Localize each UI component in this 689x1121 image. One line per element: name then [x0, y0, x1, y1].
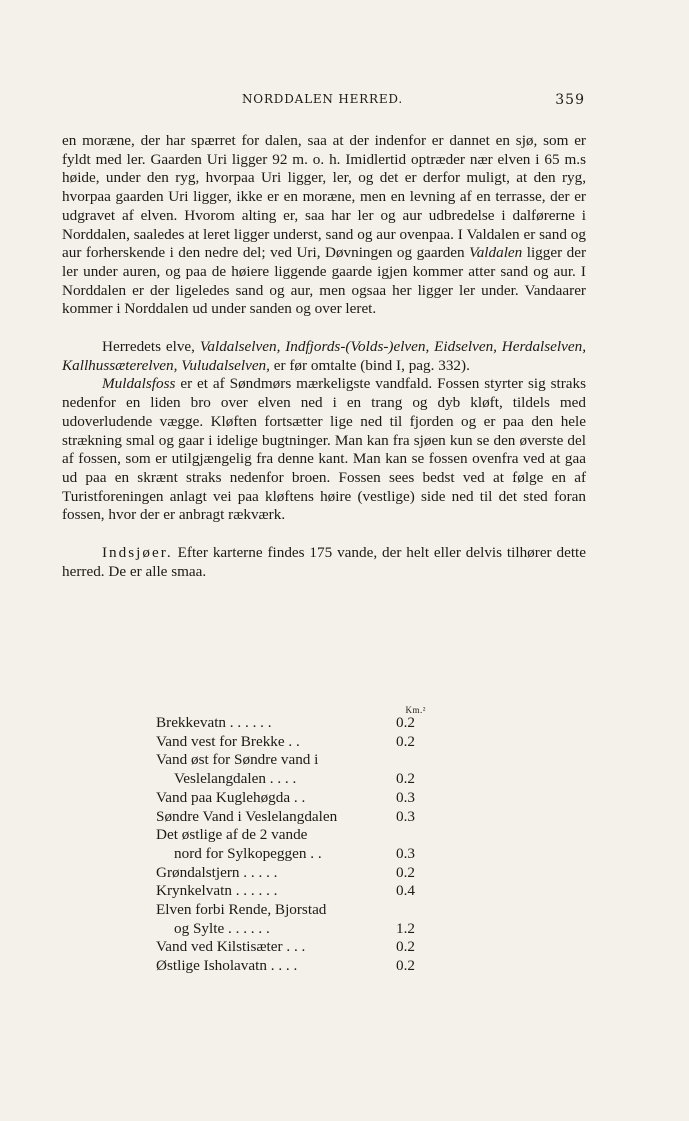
unit-label: Km.² — [405, 705, 426, 715]
table-row — [156, 770, 426, 789]
lakes-rows — [156, 706, 426, 976]
lake-area: 0.3 — [396, 844, 415, 862]
table-row — [156, 920, 426, 939]
table-row — [156, 957, 426, 976]
paragraph-lakes: Indsjøer. Efter karterne findes 175 vande, der helt eller delvis tilhører dette herred. De er alle smaa. — [62, 544, 586, 580]
lake-area: 0.4 — [396, 882, 415, 900]
lake-area: 0.2 — [396, 732, 415, 750]
lakes-table — [156, 706, 426, 976]
lake-name: Vand ved Kilstisæter . . . — [156, 938, 306, 956]
lake-name: Vand vest for Brekke . . — [156, 732, 300, 750]
lake-name: Grøndalstjern . . . . . — [156, 863, 278, 881]
lake-area: 0.2 — [396, 863, 415, 881]
lake-area: 1.2 — [396, 919, 415, 937]
table-row — [156, 864, 426, 883]
chapter-title: NORDDALEN HERRED. — [242, 92, 403, 106]
lake-name: Vand paa Kuglehøgda . . — [156, 788, 306, 806]
paragraph-waterfall: Muldalsfoss er et af Søndmørs mærkeligste vandfald. Fossen styrter sig straks nedenfor en liden bro over elven ned i en trang og dyb kløft, tildels med udoverludende vægge. Kløften fortsætter lige ned til fjorden og er paa den hele strækning smal og gaar i idelige bugtninger. Man kan fra sjøen kun se den øverste del af fossen, som er utilgjængelig fra denne kant. Man kan se fossen ovenfra ved at gaa ud paa en skrænt straks nedenfor broen. Fossen sees bedst ved at følge en af Turistforeningen anlagt vei paa kløftens høire (vestlige) side ned til det sted foran fossen, hvor der er anbragt rækværk. — [62, 375, 587, 524]
lake-name: nord for Sylkopeggen . . — [174, 844, 322, 862]
lake-name: Elven forbi Rende, Bjorstad — [156, 901, 327, 919]
lake-area: 0.3 — [396, 807, 415, 825]
table-row — [156, 808, 426, 827]
table-row — [156, 938, 426, 957]
lake-name: Søndre Vand i Veslelangdalen — [156, 807, 338, 825]
table-row — [156, 733, 426, 752]
lake-area: 0.2 — [396, 770, 415, 788]
lake-area: 0.2 — [396, 714, 415, 731]
table-row — [156, 901, 426, 920]
paragraph-rivers: Herredets elve, Valdalselven, Indfjords-(Volds-)elven, Eidselven, Herdalselven, Kallhussæterelven, Vuludalselven, er før omtalte (bind I, pag. 332). — [62, 338, 587, 374]
lake-area: 0.2 — [396, 938, 415, 956]
page-number: 359 — [555, 92, 585, 108]
table-row — [156, 714, 426, 733]
lake-name: Østlige Isholavatn . . . . — [156, 957, 298, 975]
table-row — [156, 789, 426, 808]
body-text — [62, 132, 586, 581]
lake-name: Det østlige af de 2 vande — [156, 826, 308, 844]
table-row — [156, 845, 426, 864]
lake-name: Krynkelvatn . . . . . . — [156, 882, 278, 900]
lake-name: Brekkevatn . . . . . . — [156, 714, 272, 731]
paragraph-moraine: en moræne, der har spærret for dalen, saa at der indenfor er dannet en sjø, som er fyldt med ler. Gaarden Uri ligger 92 m. o. h. Imidlertid optræder nær elven i 65 m.s høide, under den ryg, hvorpaa Uri ligger, ler, og det er derfor muligt, at den ryg, hvorpaa gaarden Uri ligger, ikke er en moræne, men en levning af en terrasse, der er udgravet af elven. Hvorom alting er, saa har ler og aur udbredelse i dalførerne i Norddalen, saaledes at leret ligger underst, sand og aur ovenpaa. I Valdalen er sand og aur forherskende i den nedre del; ved Uri, Døvningen og gaarden Valdalen ligger der ler under auren, og paa de høiere liggende gaarde igjen kommer atter sand og aur. I Norddalen er der ligeledes sand og aur, men ogsaa her ligger ler under. Vandaarer kommer i Norddalen ud under sanden og over leret. — [62, 132, 587, 318]
lake-area: 0.3 — [396, 788, 415, 806]
lake-name: Veslelangdalen . . . . — [174, 770, 297, 788]
table-row — [156, 751, 426, 770]
table-row — [156, 826, 426, 845]
table-row — [156, 882, 426, 901]
lake-name: Vand øst for Søndre vand i — [156, 751, 319, 769]
lake-name: og Sylte . . . . . . — [174, 919, 270, 937]
lake-area: 0.2 — [396, 957, 415, 975]
